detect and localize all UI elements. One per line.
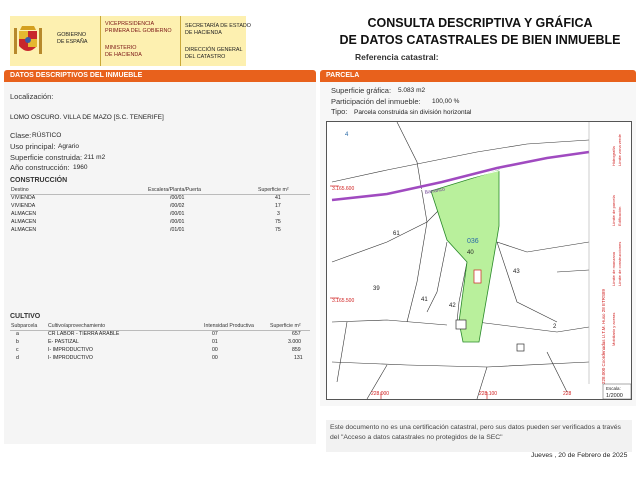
participation-value: 100,00 %: [432, 98, 460, 105]
graphic-area-value: 5.083 m2: [398, 87, 426, 94]
cell-intensidad: 07: [212, 331, 218, 337]
cell-superficie: 657: [292, 331, 301, 337]
org-direccion: DIRECCIÓN GENERAL DEL CATASTRO: [185, 47, 243, 60]
coord-label: 228: [563, 391, 572, 397]
cell-superficie: 41: [275, 195, 281, 201]
parcel-label: 43: [513, 269, 520, 275]
page-title: [320, 15, 640, 49]
cell-superficie: 17: [275, 203, 281, 209]
location-value: LOMO OSCURO. VILLA DE MAZO [S.C. TENERIFE]: [10, 114, 164, 121]
parcel-bar: PARCELA: [320, 70, 636, 82]
construction-year-label: Año construcción:: [10, 163, 70, 172]
construction-year-value: 1960: [73, 164, 88, 171]
legend-foot: 228.000 Coordenadas U.T.M. Huso 28 ETRS89: [601, 288, 606, 384]
coord-label: 3.165.500: [332, 298, 355, 304]
participation-label: Participación del inmueble:: [331, 97, 421, 106]
table-row: [10, 339, 310, 346]
col-cultivo: Cultivo/aprovechamiento: [48, 323, 106, 329]
cell-intensidad: 01: [212, 339, 218, 345]
table-row: [10, 211, 310, 218]
cell-destino: ALMACEN: [11, 211, 37, 217]
parcel-label: 40: [467, 250, 474, 256]
class-label: Clase:: [10, 131, 32, 140]
logo-divider: [100, 16, 101, 66]
cultivation-section-title: CULTIVO: [10, 313, 41, 320]
org-ministerio: MINISTERIO DE HACIENDA: [105, 45, 142, 58]
type-label: Tipo:: [331, 107, 348, 116]
org-secretaria: SECRETARÍA DE ESTADO DE HACIENDA: [185, 23, 251, 36]
parcel-label: 42: [449, 303, 456, 309]
construction-table-header: [10, 186, 310, 194]
building-footprint: [474, 270, 481, 283]
table-row: [10, 347, 310, 354]
cell-escalera: /00/01: [170, 211, 185, 217]
legend-item: Límite de construcciones: [617, 241, 622, 286]
page-title-line2: DE DATOS CATASTRALES DE BIEN INMUEBLE: [339, 33, 621, 47]
parcel-label: 39: [373, 286, 380, 292]
cell-superficie: 3.000: [288, 339, 301, 345]
table-row: [10, 227, 310, 234]
coat-of-arms-icon: [14, 22, 42, 60]
parcel-label: 4: [345, 132, 349, 138]
built-area-value: 211 m2: [84, 153, 106, 161]
cell-intensidad: 00: [212, 347, 218, 353]
org-vicepresidencia: VICEPRESIDENCIA PRIMERA DEL GOBIERNO: [105, 21, 172, 34]
cell-escalera: /00/01: [170, 219, 185, 225]
disclaimer-note: Este documento no es una certificación catastral, pero sus datos pueden ser verificados a través del "Acceso a datos catastrales no protegidos de la SEC": [326, 420, 632, 452]
main-use-value: Agrario: [58, 143, 79, 150]
cell-subparcela: a: [16, 331, 19, 337]
coord-label: 228.000: [371, 391, 390, 397]
table-row: [10, 331, 310, 338]
col-superficie: Superficie m²: [270, 323, 301, 329]
class-value: RÚSTICO: [32, 131, 62, 139]
coord-label: 228.100: [479, 391, 498, 397]
cadastral-map[interactable]: [326, 121, 632, 400]
building-footprint: [517, 344, 524, 351]
legend-item: Mobiliario y aceras: [611, 312, 616, 346]
cell-subparcela: d: [16, 355, 19, 361]
cell-superficie: 859: [292, 347, 301, 353]
scale-value: 1/2000: [606, 393, 623, 399]
parcel-boundaries: [332, 122, 589, 399]
legend-item: Límite zona verde: [617, 134, 622, 166]
col-destino: Destino: [11, 187, 29, 193]
legend-item: Edificación: [617, 206, 622, 226]
cell-destino: VIVIENDA: [11, 195, 36, 201]
col-escalera: Escalera/Planta/Puerta: [148, 187, 202, 193]
location-label: Localización:: [10, 92, 54, 101]
scale-label: Escala:: [606, 386, 621, 391]
type-value: Parcela construida sin división horizontal: [354, 108, 472, 116]
construction-section-title: CONSTRUCCIÓN: [10, 177, 68, 184]
map-canvas: [327, 122, 631, 399]
cell-cultivo: E- PASTIZAL: [48, 339, 79, 345]
graphic-area-label: Superficie gráfica:: [331, 86, 392, 95]
building-footprint: [456, 320, 466, 329]
cell-cultivo: CR LABOR - TIERRA ARABLE: [48, 331, 120, 337]
cell-cultivo: I- IMPRODUCTIVO: [48, 355, 93, 361]
col-subparcela: Subparcela: [11, 323, 38, 329]
cultivation-table-header: [10, 322, 310, 330]
col-intensidad: Intensidad Productiva: [204, 323, 254, 329]
cell-destino: ALMACEN: [11, 227, 37, 233]
road-label: Barranco: [424, 186, 446, 196]
parcel-label: 61: [393, 231, 400, 237]
legend-item: Hidrografía: [611, 146, 616, 166]
cell-superficie: 131: [294, 355, 303, 361]
cell-cultivo: I- IMPRODUCTIVO: [48, 347, 93, 353]
cell-subparcela: c: [16, 347, 19, 353]
table-row: [10, 203, 310, 210]
legend-item: Límite de manzana: [611, 251, 616, 286]
col-superficie: Superficie m²: [258, 187, 289, 193]
parcel-label-main: 036: [467, 238, 479, 245]
logo-divider: [180, 16, 181, 66]
page-title-line1: CONSULTA DESCRIPTIVA Y GRÁFICA: [367, 16, 593, 30]
cell-escalera: /00/02: [170, 203, 185, 209]
cell-superficie: 75: [275, 219, 281, 225]
built-area-label: Superficie construida:: [10, 153, 83, 162]
cell-intensidad: 00: [212, 355, 218, 361]
cell-destino: ALMACEN: [11, 219, 37, 225]
cell-destino: VIVIENDA: [11, 203, 36, 209]
cell-superficie: 75: [275, 227, 281, 233]
main-use-label: Uso principal:: [10, 142, 56, 151]
page-header: [0, 0, 640, 68]
green-parcel[interactable]: [431, 170, 499, 342]
cadastral-reference-label: Referencia catastral:: [355, 52, 439, 62]
table-row: [10, 355, 310, 362]
parcel-label: 41: [421, 297, 428, 303]
table-row: [10, 219, 310, 226]
descriptive-data-bar: DATOS DESCRIPTIVOS DEL INMUEBLE: [4, 70, 316, 82]
legend-item: Límite de parcela: [611, 195, 616, 226]
parcel-label: 2: [553, 324, 557, 330]
coord-label: 3.165.600: [332, 186, 355, 192]
table-row: [10, 195, 310, 202]
cell-escalera: /00/01: [170, 195, 185, 201]
cell-escalera: /01/01: [170, 227, 185, 233]
cell-subparcela: b: [16, 339, 19, 345]
org-gobierno: GOBIERNO DE ESPAÑA: [57, 32, 88, 45]
document-date: Jueves , 20 de Febrero de 2025: [531, 452, 628, 459]
cell-superficie: 3: [277, 211, 280, 217]
